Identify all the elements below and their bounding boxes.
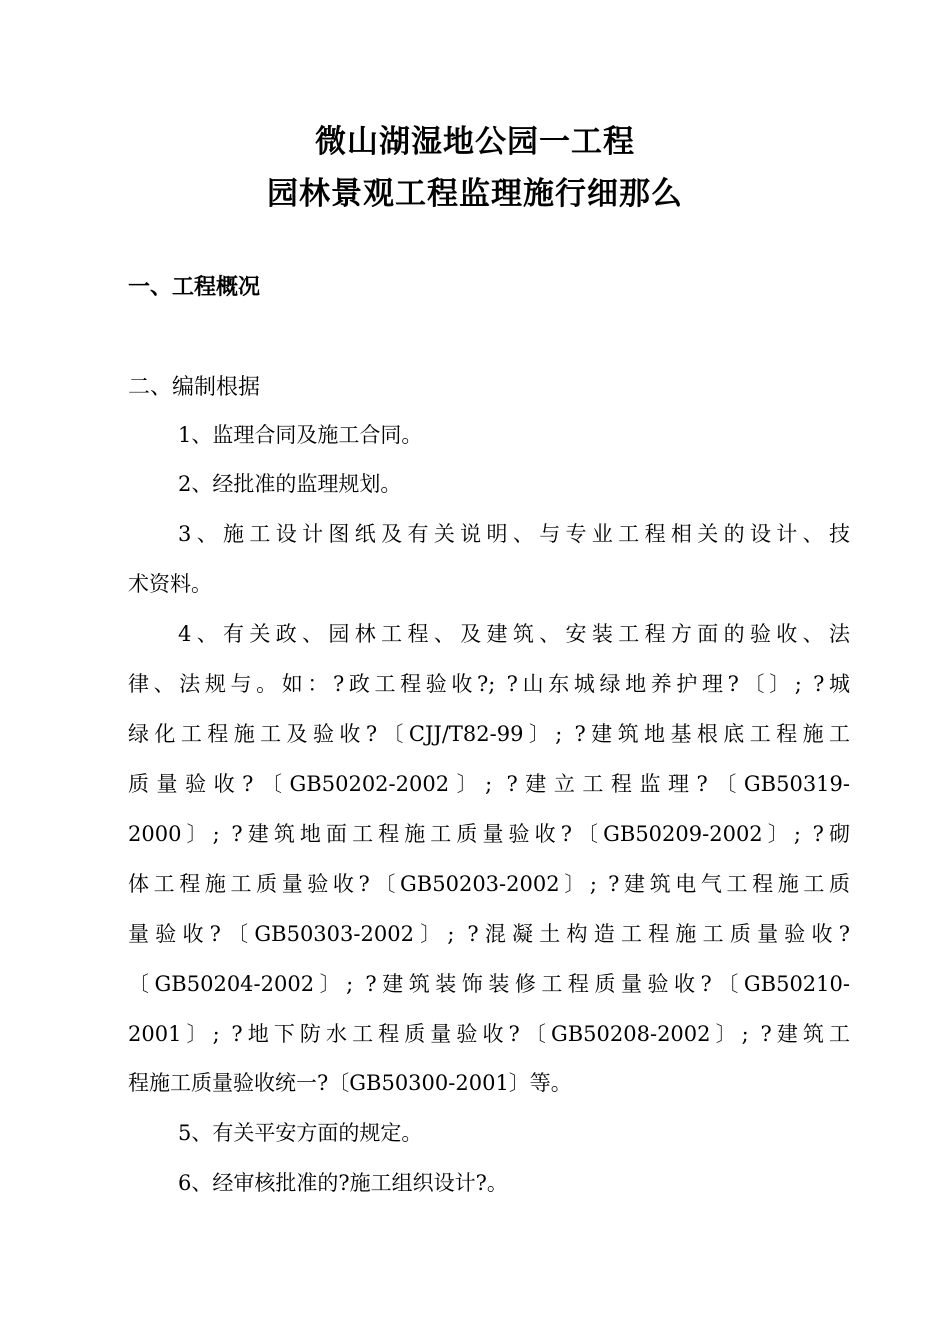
paragraph-line: 4、有关政、园林工程、及建筑、安装工程方面的验收、法 — [178, 622, 850, 646]
paragraph-line: 术资料。 — [128, 572, 212, 596]
paragraph-line: 5、有关平安方面的规定。 — [178, 1121, 423, 1145]
paragraph-line: 体工程施工质量验收?〔GB50203-2002〕; ?建筑电气工程施工质 — [128, 872, 850, 896]
document-title-line-2: 园林景观工程监理施行细那么 — [267, 176, 683, 212]
paragraph-line: 2000〕; ?建筑地面工程施工质量验收?〔GB50209-2002〕; ?砌 — [128, 822, 850, 846]
section-heading-basis: 二、编制根据 — [128, 375, 261, 400]
paragraph-line: 程施工质量验收统一?〔GB50300-2001〕等。 — [128, 1071, 572, 1095]
paragraph-line: 量验收?〔GB50303-2002〕; ?混凝土构造工程施工质量验收? — [128, 922, 850, 946]
paragraph-line: 绿化工程施工及验收?〔CJJ/T82-99〕; ?建筑地基根底工程施工 — [128, 722, 850, 746]
paragraph-line: 2001〕; ?地下防水工程质量验收?〔GB50208-2002〕; ?建筑工 — [128, 1022, 850, 1046]
paragraph-line: 质量验收?〔GB50202-2002〕; ?建立工程监理?〔GB50319- — [128, 772, 850, 796]
paragraph-line: 1、监理合同及施工合同。 — [178, 423, 423, 447]
document-title-line-1: 微山湖湿地公园一工程 — [315, 124, 635, 160]
section-heading-overview: 一、工程概况 — [128, 275, 261, 300]
paragraph-line: 〔GB50204-2002〕; ?建筑装饰装修工程质量验收?〔GB50210- — [128, 972, 850, 996]
paragraph-line: 律、法规与。如：?政工程验收?; ?山东城绿地养护理?〔〕; ?城 — [128, 672, 850, 696]
paragraph-line: 3、施工设计图纸及有关说明、与专业工程相关的设计、技 — [178, 522, 850, 546]
paragraph-line: 6、经审核批准的?施工组织设计?。 — [178, 1171, 508, 1195]
paragraph-line: 2、经批准的监理规划。 — [178, 472, 402, 496]
